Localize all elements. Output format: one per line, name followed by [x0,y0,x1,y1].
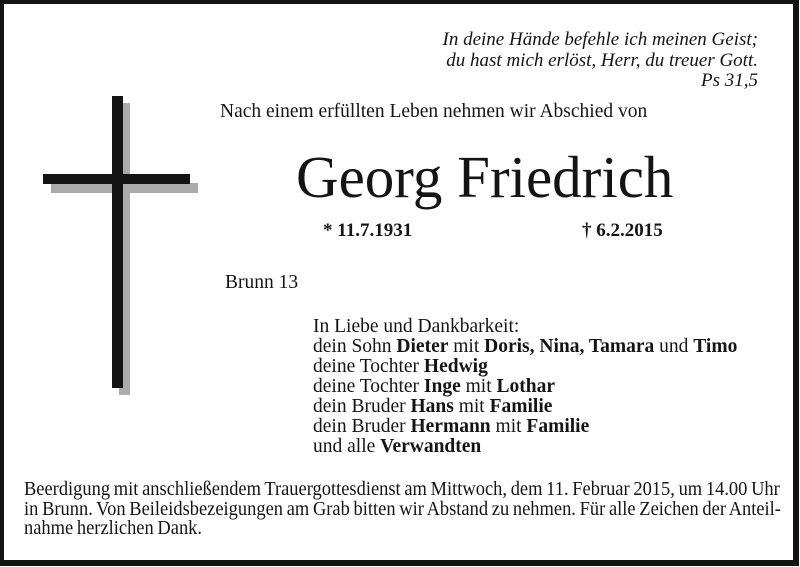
mourner-line [313,357,737,377]
notice-line: Beerdigung mit anschließendem Trauergottesdienst am Mittwoch, dem 11. Februar 2015, um 14.00 Uhr [24,478,780,500]
mourner-relation: und [654,336,694,357]
mourner-name: Inge [423,376,461,397]
mourner-name: Familie [489,396,553,417]
address-line: Brunn 13 [225,272,299,293]
mourner-relation: mit [490,416,527,437]
mourner-name: Hermann [410,416,491,437]
verse-reference: Ps 31,5 [701,70,758,91]
mourner-relation: mit [453,396,490,417]
cross-icon [42,96,207,401]
deceased-name: Georg Friedrich [296,144,674,210]
funeral-notice [24,480,781,539]
cross-shadow-horizontal [51,183,198,193]
mourner-name: Hedwig [423,356,488,377]
mourner-name: Verwandten [380,436,482,457]
mourner-name: Timo [693,336,738,357]
mourner-name: Familie [526,416,590,437]
farewell-heading: In Liebe und Dankbarkeit: [313,316,520,337]
mourner-relation: mit [448,336,485,357]
cross-bar-vertical [112,96,123,388]
mourner-relation: deine Tochter [313,356,424,377]
scripture-verse [443,30,759,92]
mourners-list [313,337,737,457]
mourner-line [313,377,737,397]
mourner-name: Doris, Nina, Tamara [484,336,655,357]
intro-line: Nach einem erfüllten Leben nehmen wir Abschied von [220,101,648,122]
mourner-name: Dieter [396,336,449,357]
mourner-relation: dein Sohn [313,336,397,357]
mourner-relation: dein Bruder [313,396,411,417]
verse-line: du hast mich erlöst, Herr, du treuer Gott. [446,49,758,71]
cross-bar-horizontal [43,174,190,184]
mourner-relation: dein Bruder [313,416,411,437]
mourner-relation: mit [460,376,497,397]
mourner-relation: deine Tochter [313,376,424,397]
mourner-name: Hans [410,396,454,417]
notice-line: nahme herzlichen Dank. [24,517,203,540]
birth-date: * 11.7.1931 [323,220,413,241]
mourner-name: Lothar [496,376,556,397]
mourner-relation: und alle [313,436,381,457]
mourner-line [313,337,737,357]
mourner-line [313,397,737,417]
mourner-line [313,417,737,437]
verse-line: In deine Hände befehle ich meinen Geist; [442,29,758,50]
farewell-block [313,317,737,457]
death-date: † 6.2.2015 [582,220,663,241]
notice-line: in Brunn. Von Beileidsbezeigungen am Grab bitten wir Abstand zu nehmen. Für alle Zeichen der Anteil- [24,497,781,520]
mourner-line [313,437,737,457]
